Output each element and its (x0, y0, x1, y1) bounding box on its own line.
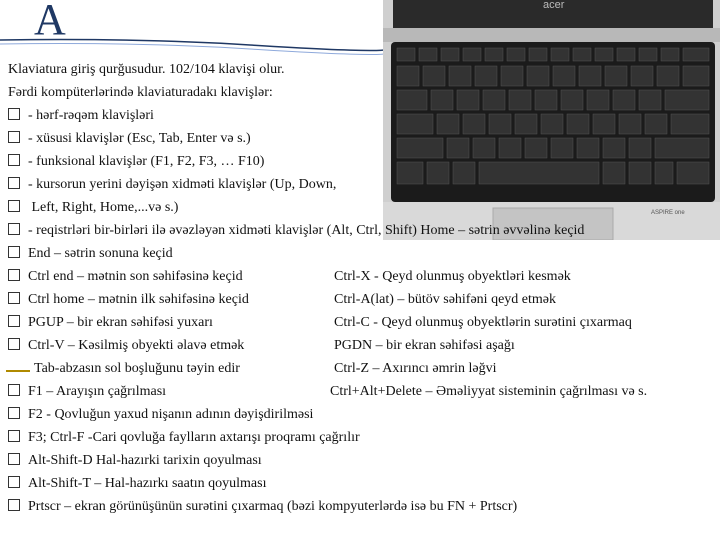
laptop-keyboard-image (383, 0, 720, 240)
bullet-item: - xüsusi klavişlər (Esc, Tab, Enter və s.) (8, 131, 251, 147)
bullet-box-icon (8, 200, 20, 212)
right-col-item: Ctrl-X - Qeyd olunmuş obyektləri kesmək (334, 269, 571, 284)
bullet-item: - reqistrləri bir-birləri ilə əvəzləyən xidməti klavişlər (Alt, Ctrl, Shift) Home – sətrin əvvəlinə keçid (8, 223, 584, 239)
right-col-item: Ctrl-A(lat) – bütöv səhifəni qeyd etmək (334, 292, 556, 307)
right-col-item: Ctrl-Z – Axırıncı əmrin ləğvi (334, 361, 497, 376)
bullet-box-icon (8, 430, 20, 442)
bullet-box-icon (8, 154, 20, 166)
bullet-item: F3; Ctrl-F -Cari qovluğa faylların axtarışı proqramı çağrılır (8, 430, 360, 446)
right-col-item: PGDN – bir ekran səhifəsi aşağı (334, 338, 515, 353)
bullet-item: - hərf-rəqəm klavişləri (8, 108, 154, 124)
bullet-item: Alt-Shift-T – Hal-hazırkı saatın qoyulması (8, 476, 266, 492)
bullet-item: Ctrl home – mətnin ilk səhifəsinə keçid (8, 292, 249, 308)
bullet-box-icon (8, 292, 20, 304)
bullet-box-icon (8, 453, 20, 465)
bullet-item: F2 - Qovluğun yaxud nişanın adının dəyişdirilməsi (8, 407, 313, 423)
svg-text:acer: acer (543, 0, 565, 11)
bullet-box-icon (8, 338, 20, 350)
bullet-item: - kursorun yerini dəyişən xidməti klavişlər (Up, Down, (8, 177, 336, 193)
bullet-box-icon (8, 499, 20, 511)
svg-text:ASPIRE one: ASPIRE one (651, 210, 685, 216)
bullet-box-icon (8, 131, 20, 143)
bullet-item: PGUP – bir ekran səhifəsi yuxarı (8, 315, 213, 331)
bullet-item: Tab-abzasın sol boşluğunu təyin edir (6, 361, 240, 377)
bullet-box-icon (8, 407, 20, 419)
bullet-item: End – sətrin sonuna keçid (8, 246, 173, 262)
underline-marker (6, 370, 30, 372)
bullet-item: Left, Right, Home,...və s.) (8, 200, 178, 216)
intro-line-2: Fərdi kompüterlərində klaviaturadakı klavişlər: (8, 85, 273, 100)
bullet-box-icon (8, 177, 20, 189)
bullet-box-icon (8, 315, 20, 327)
bullet-item: Ctrl-V – Kəsilmiş obyekti əlavə etmək (8, 338, 244, 354)
bullet-box-icon (8, 108, 20, 120)
bullet-item: - funksional klavişlər (F1, F2, F3, … F10) (8, 154, 264, 170)
bullet-box-icon (8, 269, 20, 281)
right-col-item: Ctrl+Alt+Delete – Əməliyyat sisteminin çağrılması və s. (330, 384, 648, 399)
slide-title: A (34, 0, 66, 44)
bullet-item: F1 – Arayışın çağrılması (8, 384, 166, 400)
intro-line-1: Klaviatura giriş qurğusudur. 102/104 klavişi olur. (8, 62, 285, 77)
bullet-item: Ctrl end – mətnin son səhifəsinə keçid (8, 269, 243, 285)
bullet-box-icon (8, 223, 20, 235)
bullet-item: Prtscr – ekran görünüşünün surətini çıxarmaq (bəzi kompyuterlərdə isə bu FN + Prtscr) (8, 499, 517, 515)
bullet-item: Alt-Shift-D Hal-hazırki tarixin qoyulması (8, 453, 262, 469)
bullet-box-icon (8, 246, 20, 258)
right-col-item: Ctrl-C - Qeyd olunmuş obyektlərin surətini çıxarmaq (334, 315, 632, 330)
bullet-box-icon (8, 476, 20, 488)
bullet-box-icon (8, 384, 20, 396)
